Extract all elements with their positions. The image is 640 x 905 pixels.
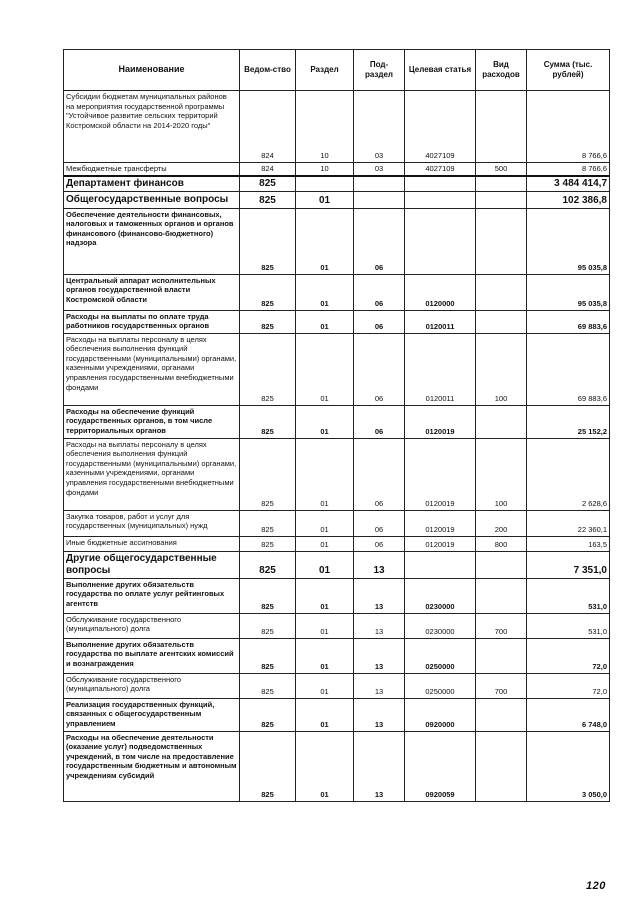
table-row xyxy=(64,191,610,208)
cell-podrazdel: 03 xyxy=(354,91,405,163)
cell-name: Расходы на выплаты персоналу в целях обеспечения выполнения функций государственными (муниципальными) органами, казенными учреждениями, органами управления государственными внебюджетными фондами xyxy=(64,333,240,405)
table-row xyxy=(64,333,610,405)
cell-name: Реализация государственных функций, связанных с общегосударственным управлением xyxy=(64,698,240,731)
cell-vedom: 825 xyxy=(240,578,296,613)
cell-podrazdel: 13 xyxy=(354,698,405,731)
cell-name: Департамент финансов xyxy=(64,176,240,192)
cell-summa: 95 035,8 xyxy=(527,274,610,310)
cell-summa: 6 748,0 xyxy=(527,698,610,731)
cell-summa: 3 050,0 xyxy=(527,731,610,801)
cell-summa: 163,5 xyxy=(527,536,610,551)
cell-summa: 69 883,6 xyxy=(527,310,610,333)
cell-podrazdel xyxy=(354,191,405,208)
cell-summa: 2 628,6 xyxy=(527,438,610,510)
cell-celevaya: 0120011 xyxy=(405,333,476,405)
header-name: Наименование xyxy=(64,50,240,91)
cell-podrazdel: 13 xyxy=(354,638,405,673)
cell-celevaya xyxy=(405,551,476,578)
cell-vid xyxy=(476,551,527,578)
cell-celevaya: 0920000 xyxy=(405,698,476,731)
table-row xyxy=(64,613,610,638)
cell-summa: 8 766,6 xyxy=(527,163,610,176)
table-row xyxy=(64,551,610,578)
table-row xyxy=(64,673,610,698)
cell-vid xyxy=(476,731,527,801)
cell-podrazdel: 13 xyxy=(354,613,405,638)
cell-celevaya: 0120019 xyxy=(405,438,476,510)
cell-vedom: 825 xyxy=(240,405,296,438)
cell-celevaya: 4027109 xyxy=(405,91,476,163)
cell-vid: 100 xyxy=(476,333,527,405)
table-row xyxy=(64,510,610,536)
cell-celevaya: 0120000 xyxy=(405,274,476,310)
cell-celevaya xyxy=(405,208,476,274)
cell-podrazdel: 06 xyxy=(354,310,405,333)
table-row xyxy=(64,310,610,333)
cell-summa: 531,0 xyxy=(527,578,610,613)
cell-name: Выполнение других обязательств государства по оплате услуг рейтинговых агентств xyxy=(64,578,240,613)
cell-name: Выполнение других обязательств государства по выплате агентских комиссий и вознаграждения xyxy=(64,638,240,673)
cell-celevaya xyxy=(405,191,476,208)
header-razdel: Раздел xyxy=(296,50,354,91)
cell-name: Расходы на обеспечение деятельности (оказание услуг) подведомственных учреждений, в том числе на предоставление государственным бюджетным и автономным учреждениям субсидий xyxy=(64,731,240,801)
cell-celevaya: 0120011 xyxy=(405,310,476,333)
cell-podrazdel: 06 xyxy=(354,208,405,274)
cell-celevaya xyxy=(405,176,476,192)
cell-name: Расходы на обеспечение функций государственных органов, в том числе территориальных органов xyxy=(64,405,240,438)
cell-razdel: 10 xyxy=(296,163,354,176)
cell-podrazdel: 13 xyxy=(354,731,405,801)
cell-razdel: 01 xyxy=(296,613,354,638)
table-row xyxy=(64,698,610,731)
cell-name: Другие общегосударственные вопросы xyxy=(64,551,240,578)
cell-name: Субсидии бюджетам муниципальных районов на мероприятия государственной программы "Устойчивое развитие сельских территорий Костромской области на 2014-2020 годы" xyxy=(64,91,240,163)
cell-summa: 95 035,8 xyxy=(527,208,610,274)
cell-name: Обслуживание государственного (муниципального) долга xyxy=(64,613,240,638)
cell-vid: 200 xyxy=(476,510,527,536)
cell-podrazdel: 03 xyxy=(354,163,405,176)
cell-podrazdel: 06 xyxy=(354,438,405,510)
cell-razdel: 01 xyxy=(296,310,354,333)
cell-summa: 7 351,0 xyxy=(527,551,610,578)
cell-name: Обслуживание государственного (муниципального) долга xyxy=(64,673,240,698)
cell-vedom: 825 xyxy=(240,510,296,536)
cell-vedom: 825 xyxy=(240,208,296,274)
cell-vid: 700 xyxy=(476,673,527,698)
cell-razdel: 10 xyxy=(296,91,354,163)
cell-razdel: 01 xyxy=(296,731,354,801)
cell-vid xyxy=(476,638,527,673)
cell-vedom: 825 xyxy=(240,613,296,638)
header-vedom: Ведом-ство xyxy=(240,50,296,91)
cell-vid xyxy=(476,698,527,731)
cell-vid: 100 xyxy=(476,438,527,510)
cell-summa: 72,0 xyxy=(527,638,610,673)
cell-vid xyxy=(476,274,527,310)
cell-name: Расходы на выплаты по оплате труда работников государственных органов xyxy=(64,310,240,333)
table-row xyxy=(64,91,610,163)
table-row xyxy=(64,731,610,801)
cell-vid xyxy=(476,191,527,208)
cell-celevaya: 0250000 xyxy=(405,638,476,673)
cell-razdel: 01 xyxy=(296,578,354,613)
table-header-row xyxy=(64,50,610,91)
cell-vid xyxy=(476,578,527,613)
cell-podrazdel: 06 xyxy=(354,333,405,405)
table-row xyxy=(64,274,610,310)
cell-podrazdel: 06 xyxy=(354,536,405,551)
cell-vedom: 825 xyxy=(240,731,296,801)
header-podrazdel: Под-раздел xyxy=(354,50,405,91)
cell-name: Центральный аппарат исполнительных органов государственной власти Костромской области xyxy=(64,274,240,310)
cell-razdel: 01 xyxy=(296,208,354,274)
cell-summa: 69 883,6 xyxy=(527,333,610,405)
cell-vedom: 824 xyxy=(240,91,296,163)
page-number: 120 xyxy=(586,880,606,892)
cell-razdel: 01 xyxy=(296,551,354,578)
cell-name: Иные бюджетные ассигнования xyxy=(64,536,240,551)
table-row xyxy=(64,536,610,551)
cell-summa: 102 386,8 xyxy=(527,191,610,208)
cell-podrazdel xyxy=(354,176,405,192)
header-summa: Сумма (тыс. рублей) xyxy=(527,50,610,91)
cell-vedom: 825 xyxy=(240,176,296,192)
cell-vedom: 825 xyxy=(240,673,296,698)
cell-vid: 700 xyxy=(476,613,527,638)
cell-podrazdel: 06 xyxy=(354,510,405,536)
cell-vedom: 825 xyxy=(240,191,296,208)
cell-razdel xyxy=(296,176,354,192)
cell-celevaya: 0230000 xyxy=(405,613,476,638)
cell-celevaya: 0920059 xyxy=(405,731,476,801)
cell-podrazdel: 06 xyxy=(354,274,405,310)
cell-name: Расходы на выплаты персоналу в целях обеспечения выполнения функций государственными (муниципальными) органами, казенными учреждениями, органами управления государственными внебюджетными фондами xyxy=(64,438,240,510)
header-celevaya: Целевая статья xyxy=(405,50,476,91)
cell-vedom: 825 xyxy=(240,536,296,551)
cell-razdel: 01 xyxy=(296,191,354,208)
cell-vedom: 825 xyxy=(240,438,296,510)
cell-razdel: 01 xyxy=(296,405,354,438)
table-row xyxy=(64,163,610,176)
cell-razdel: 01 xyxy=(296,510,354,536)
header-vid: Вид расходов xyxy=(476,50,527,91)
cell-vid: 800 xyxy=(476,536,527,551)
cell-razdel: 01 xyxy=(296,638,354,673)
cell-celevaya: 4027109 xyxy=(405,163,476,176)
cell-podrazdel: 13 xyxy=(354,578,405,613)
cell-razdel: 01 xyxy=(296,673,354,698)
cell-vid xyxy=(476,208,527,274)
table-row xyxy=(64,438,610,510)
cell-vid xyxy=(476,176,527,192)
cell-name: Закупка товаров, работ и услуг для государственных (муниципальных) нужд xyxy=(64,510,240,536)
cell-razdel: 01 xyxy=(296,438,354,510)
cell-vedom: 825 xyxy=(240,274,296,310)
cell-summa: 25 152,2 xyxy=(527,405,610,438)
cell-celevaya: 0120019 xyxy=(405,536,476,551)
cell-podrazdel: 13 xyxy=(354,551,405,578)
cell-celevaya: 0250000 xyxy=(405,673,476,698)
cell-vid xyxy=(476,310,527,333)
cell-summa: 8 766,6 xyxy=(527,91,610,163)
cell-name: Обеспечение деятельности финансовых, налоговых и таможенных органов и органов финансового (финансово-бюджетного) надзора xyxy=(64,208,240,274)
cell-razdel: 01 xyxy=(296,333,354,405)
cell-vid: 500 xyxy=(476,163,527,176)
cell-celevaya: 0230000 xyxy=(405,578,476,613)
cell-summa: 531,0 xyxy=(527,613,610,638)
table-row xyxy=(64,638,610,673)
table-row xyxy=(64,405,610,438)
cell-name: Межбюджетные трансферты xyxy=(64,163,240,176)
cell-vedom: 824 xyxy=(240,163,296,176)
cell-summa: 72,0 xyxy=(527,673,610,698)
cell-vedom: 825 xyxy=(240,333,296,405)
cell-vedom: 825 xyxy=(240,310,296,333)
cell-celevaya: 0120019 xyxy=(405,405,476,438)
cell-summa: 22 360,1 xyxy=(527,510,610,536)
cell-vid xyxy=(476,91,527,163)
table-row xyxy=(64,176,610,192)
cell-summa: 3 484 414,7 xyxy=(527,176,610,192)
cell-vid xyxy=(476,405,527,438)
table-row xyxy=(64,208,610,274)
cell-razdel: 01 xyxy=(296,274,354,310)
cell-vedom: 825 xyxy=(240,551,296,578)
cell-vedom: 825 xyxy=(240,698,296,731)
cell-podrazdel: 06 xyxy=(354,405,405,438)
budget-table xyxy=(63,49,610,802)
cell-celevaya: 0120019 xyxy=(405,510,476,536)
table-body xyxy=(64,91,610,802)
cell-vedom: 825 xyxy=(240,638,296,673)
table-row xyxy=(64,578,610,613)
cell-name: Общегосударственные вопросы xyxy=(64,191,240,208)
cell-podrazdel: 13 xyxy=(354,673,405,698)
cell-razdel: 01 xyxy=(296,536,354,551)
cell-razdel: 01 xyxy=(296,698,354,731)
